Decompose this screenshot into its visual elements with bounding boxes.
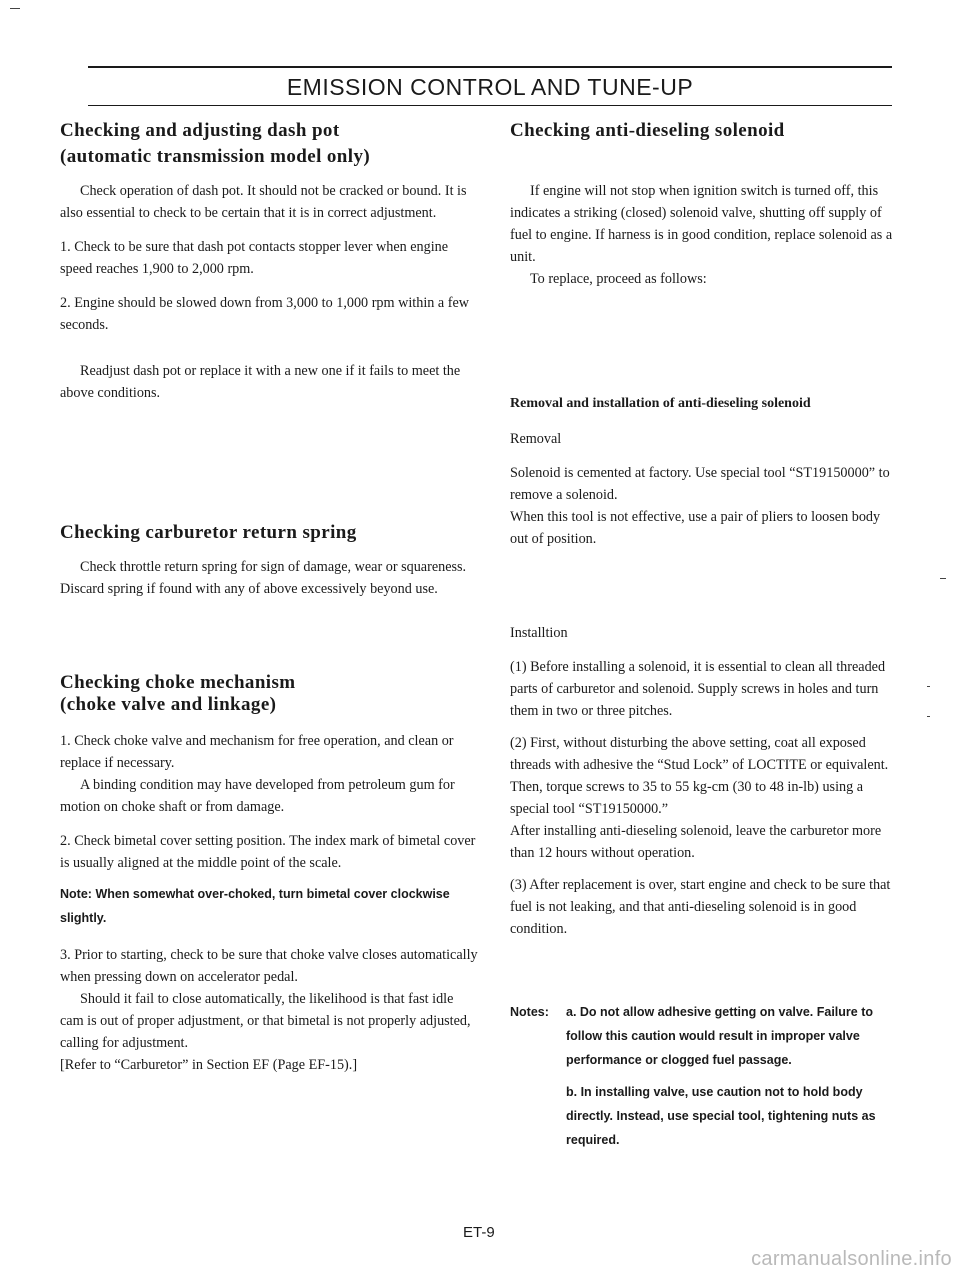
- scan-mark: [927, 716, 930, 717]
- removal-label: Removal: [510, 431, 562, 447]
- solenoid-body: If engine will not stop when ignition switch is turned off, this indicates a striking (closed) solenoid valve, shutting off supply of fuel to engine. If harness is in good condition, replace solenoid as a unit.: [510, 183, 893, 265]
- installation-step-2b: Then, torque screws to 35 to 55 kg-cm (30 to 48 in-lb) using a special tool “ST19150000.”: [510, 779, 864, 817]
- page-header: [88, 66, 892, 106]
- notes-block: [510, 1000, 895, 1160]
- choke-item-3b: Should it fail to close automatically, the likelihood is that fast idle cam is out of proper adjustment, or that bimetal is not properly adjusted, calling for adjustment.: [60, 991, 471, 1051]
- dash-pot-readjust: Readjust dash pot or replace it with a new one if it fails to meet the above conditions.: [60, 363, 461, 401]
- solenoid-heading: Checking anti-dieseling solenoid: [510, 120, 785, 141]
- dash-pot-item-1: 1. Check to be sure that dash pot contacts stopper lever when engine speed reaches 1,900 to 2,000 rpm.: [60, 239, 449, 277]
- choke-item-3: 3. Prior to starting, check to be sure that choke valve closes automatically when pressing down on accelerator pedal.: [60, 947, 478, 985]
- installation-step-1: (1) Before installing a solenoid, it is essential to clean all threaded parts of carburetor and solenoid. Supply screws in holes and turn them in two or three pitches.: [510, 659, 886, 719]
- solenoid-proceed: To replace, proceed as follows:: [530, 271, 707, 287]
- note-a: a. Do not allow adhesive getting on valve. Failure to follow this caution would result in improper valve performance or clogged fuel passage.: [566, 1005, 874, 1067]
- choke-heading-line1: Checking choke mechanism: [60, 672, 296, 693]
- page-title: EMISSION CONTROL AND TUNE-UP: [286, 74, 694, 100]
- choke-heading-line2: (choke valve and linkage): [60, 694, 277, 715]
- left-column: [60, 118, 480, 1076]
- watermark: carmanualsonline.info: [751, 1248, 952, 1270]
- notes-label: Notes:: [510, 1005, 549, 1019]
- right-column: [510, 118, 895, 1160]
- note-b: b. In installing valve, use caution not to hold body directly. Instead, use special tool, tightening nuts as required.: [566, 1085, 876, 1147]
- choke-note-label: Note:: [60, 887, 92, 901]
- choke-item-1b: A binding condition may have developed from petroleum gum for motion on choke shaft or from damage.: [60, 777, 455, 815]
- installation-label: Installtion: [510, 625, 568, 641]
- choke-item-2: 2. Check bimetal cover setting position. The index mark of bimetal cover is usually aligned at the middle point of the scale.: [60, 833, 476, 871]
- dash-pot-heading-line2: (automatic transmission model only): [60, 146, 371, 167]
- installation-step-3: (3) After replacement is over, start engine and check to be sure that fuel is not leaking, and that anti-dieseling solenoid is in good condition.: [510, 877, 891, 937]
- scan-mark: [927, 686, 930, 687]
- dash-pot-heading-line1: Checking and adjusting dash pot: [60, 120, 340, 141]
- page-number: ET-9: [463, 1224, 495, 1241]
- choke-note: [60, 882, 480, 930]
- header-rule-bottom: [88, 105, 892, 106]
- dash-pot-item-2: 2. Engine should be slowed down from 3,000 to 1,000 rpm within a few seconds.: [60, 295, 470, 333]
- installation-step-2c: After installing anti-dieseling solenoid, leave the carburetor more than 12 hours without operation.: [510, 823, 882, 861]
- removal-body-2: When this tool is not effective, use a pair of pliers to loosen body out of position.: [510, 509, 881, 547]
- return-spring-heading: Checking carburetor return spring: [60, 522, 357, 543]
- removal-installation-heading: Removal and installation of anti-dieseling solenoid: [510, 396, 811, 411]
- scan-mark: [10, 8, 20, 9]
- return-spring-body: Check throttle return spring for sign of damage, wear or squareness. Discard spring if found with any of above excessively beyond use.: [60, 559, 467, 597]
- header-rule-top: [88, 66, 892, 68]
- choke-note-text: When somewhat over-choked, turn bimetal cover clockwise slightly.: [60, 887, 450, 925]
- choke-item-3c: [Refer to “Carburetor” in Section EF (Page EF-15).]: [60, 1057, 358, 1073]
- installation-step-2: (2) First, without disturbing the above setting, coat all exposed threads with adhesive the “Stud Lock” of LOCTITE or equivalent.: [510, 735, 889, 773]
- choke-item-1: 1. Check choke valve and mechanism for free operation, and clean or replace if necessary.: [60, 733, 454, 771]
- dash-pot-intro: Check operation of dash pot. It should not be cracked or bound. It is also essential to check to be certain that it is in correct adjustment.: [60, 183, 467, 221]
- removal-body-1: Solenoid is cemented at factory. Use special tool “ST19150000” to remove a solenoid.: [510, 465, 890, 503]
- scan-mark: [940, 578, 946, 579]
